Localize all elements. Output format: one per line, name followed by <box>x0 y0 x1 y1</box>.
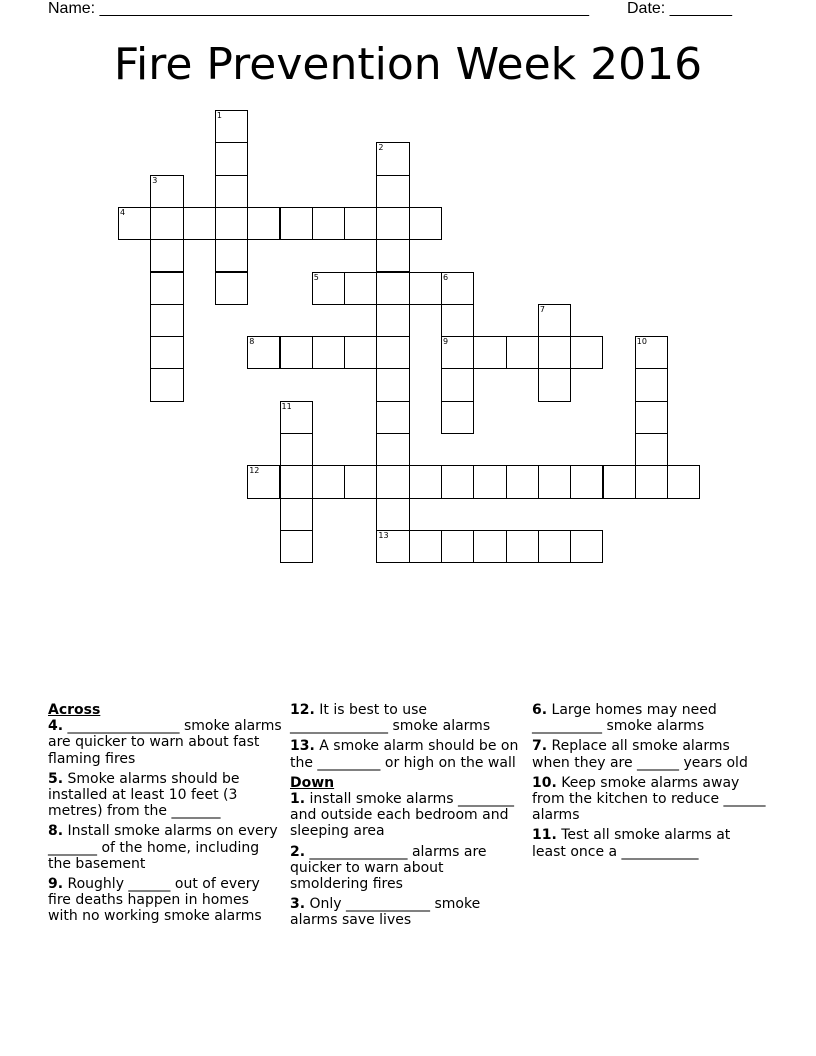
grid-cell[interactable] <box>538 336 571 369</box>
page-title: Fire Prevention Week 2016 <box>113 39 703 90</box>
grid-cell[interactable] <box>215 272 248 305</box>
clue-number: 4 <box>120 207 126 217</box>
grid-cell[interactable] <box>473 336 506 369</box>
grid-cell[interactable] <box>376 142 409 175</box>
clue-number: 6 <box>443 272 449 282</box>
grid-cell[interactable] <box>280 465 313 498</box>
grid-cell[interactable] <box>441 530 474 563</box>
clue-item <box>532 827 767 859</box>
grid-cell[interactable] <box>538 530 571 563</box>
grid-cell[interactable] <box>409 207 442 240</box>
clue-number: 11 <box>281 401 292 411</box>
clue-item-number: 9. <box>48 876 64 893</box>
grid-cell[interactable] <box>603 465 636 498</box>
grid-cell[interactable] <box>409 465 442 498</box>
grid-cell[interactable] <box>183 207 216 240</box>
clue-item <box>290 791 525 840</box>
date-field-label[interactable]: Date: _______ <box>627 0 732 17</box>
grid-cell[interactable] <box>344 207 377 240</box>
grid-cell[interactable] <box>376 465 409 498</box>
grid-cell[interactable] <box>441 368 474 401</box>
grid-cell[interactable] <box>409 272 442 305</box>
grid-cell[interactable] <box>506 530 539 563</box>
grid-cell[interactable] <box>344 336 377 369</box>
clue-item-number: 13. <box>290 738 315 755</box>
grid-cell[interactable] <box>376 239 409 272</box>
grid-cell[interactable] <box>667 465 700 498</box>
grid-cell[interactable] <box>376 207 409 240</box>
grid-cell[interactable] <box>441 272 474 305</box>
clue-item-number: 10. <box>532 774 557 791</box>
grid-cell[interactable] <box>215 110 248 143</box>
clue-item-text: Test all smoke alarms at least once a ___________ <box>532 827 731 860</box>
clue-item <box>290 844 525 893</box>
grid-cell[interactable] <box>150 336 183 369</box>
grid-cell[interactable] <box>150 272 183 305</box>
clue-number: 12 <box>249 466 260 476</box>
grid-cell[interactable] <box>215 175 248 208</box>
clue-number: 13 <box>378 530 389 540</box>
grid-cell[interactable] <box>635 465 668 498</box>
grid-cell[interactable] <box>376 498 409 531</box>
grid-cell[interactable] <box>635 336 668 369</box>
clue-item <box>48 876 283 925</box>
grid-cell[interactable] <box>312 465 345 498</box>
grid-cell[interactable] <box>280 498 313 531</box>
clue-number: 5 <box>313 272 319 282</box>
clue-item-text: Install smoke alarms on every _______ of the home, including the basement <box>48 823 278 872</box>
clue-item-text: It is best to use ______________ smoke alarms <box>290 702 491 735</box>
grid-cell[interactable] <box>570 530 603 563</box>
clue-item <box>290 702 525 734</box>
grid-cell[interactable] <box>506 336 539 369</box>
grid-cell[interactable] <box>409 530 442 563</box>
clue-column-3 <box>532 702 767 864</box>
clue-number: 10 <box>636 337 647 347</box>
clue-item-text: Replace all smoke alarms when they are ______ years old <box>532 738 748 771</box>
across-heading: Across <box>48 702 101 718</box>
grid-cell[interactable] <box>344 272 377 305</box>
clue-column-1 <box>48 702 283 929</box>
clue-item <box>290 896 525 928</box>
grid-cell[interactable] <box>150 239 183 272</box>
clue-item-text: Roughly ______ out of every fire deaths happen in homes with no working smoke alarms <box>48 876 262 925</box>
grid-cell[interactable] <box>247 336 280 369</box>
clue-item-number: 5. <box>48 770 64 787</box>
grid-cell[interactable] <box>376 368 409 401</box>
clue-item-text: install smoke alarms ________ and outside each bedroom and sleeping area <box>290 791 514 840</box>
clue-number: 8 <box>249 337 255 347</box>
clue-item-text: Large homes may need __________ smoke alarms <box>532 702 717 735</box>
grid-cell[interactable] <box>376 336 409 369</box>
clue-item-text: Keep smoke alarms away from the kitchen to reduce ______ alarms <box>532 774 766 824</box>
grid-cell[interactable] <box>215 142 248 175</box>
clue-number: 7 <box>539 304 545 314</box>
down-heading: Down <box>290 774 335 791</box>
clue-column-2 <box>290 702 525 933</box>
clue-item-text: Only ____________ smoke alarms save lives <box>290 896 481 929</box>
grid-cell[interactable] <box>538 465 571 498</box>
grid-cell[interactable] <box>376 530 409 563</box>
grid-cell[interactable] <box>376 401 409 434</box>
grid-cell[interactable] <box>280 401 313 434</box>
grid-cell[interactable] <box>473 530 506 563</box>
grid-cell[interactable] <box>280 530 313 563</box>
grid-cell[interactable] <box>635 401 668 434</box>
clue-item-number: 6. <box>532 702 548 718</box>
grid-cell[interactable] <box>441 336 474 369</box>
clue-item-text: ________________ smoke alarms are quicker to warn about fast flaming fires <box>48 718 282 767</box>
clue-item-number: 1. <box>290 791 306 808</box>
grid-cell[interactable] <box>538 304 571 337</box>
grid-cell[interactable] <box>441 465 474 498</box>
grid-cell[interactable] <box>312 272 345 305</box>
grid-cell[interactable] <box>376 175 409 208</box>
clue-item-text: A smoke alarm should be on the _________ or high on the wall <box>290 738 519 771</box>
clue-number: 2 <box>378 143 384 153</box>
grid-cell[interactable] <box>280 336 313 369</box>
clue-item-text: ______________ alarms are quicker to warn about smoldering fires <box>290 843 487 893</box>
grid-cell[interactable] <box>376 304 409 337</box>
grid-cell[interactable] <box>150 368 183 401</box>
clue-item-number: 8. <box>48 823 64 840</box>
clue-item <box>48 771 283 820</box>
grid-cell[interactable] <box>635 368 668 401</box>
clue-number: 9 <box>443 337 449 347</box>
clue-item <box>532 775 767 824</box>
clue-item-number: 7. <box>532 738 548 755</box>
grid-cell[interactable] <box>150 175 183 208</box>
grid-cell[interactable] <box>376 433 409 466</box>
clue-number: 3 <box>152 175 158 185</box>
grid-cell[interactable] <box>570 465 603 498</box>
grid-cell[interactable] <box>150 207 183 240</box>
grid-cell[interactable] <box>312 336 345 369</box>
clue-item-text: Smoke alarms should be installed at least 10 feet (3 metres) from the _______ <box>48 770 240 820</box>
grid-cell[interactable] <box>538 368 571 401</box>
name-field-label[interactable]: Name: _______________________________________________________ <box>48 0 589 17</box>
grid-cell[interactable] <box>441 401 474 434</box>
clue-item-number: 11. <box>532 827 557 844</box>
grid-cell[interactable] <box>506 465 539 498</box>
clue-item-number: 12. <box>290 702 315 718</box>
clue-item-number: 2. <box>290 843 306 860</box>
clue-item-number: 3. <box>290 896 306 913</box>
clue-item <box>48 823 283 872</box>
grid-cell[interactable] <box>473 465 506 498</box>
grid-cell[interactable] <box>280 433 313 466</box>
clue-item <box>290 738 525 770</box>
grid-cell[interactable] <box>215 207 248 240</box>
grid-cell[interactable] <box>312 207 345 240</box>
grid-cell[interactable] <box>215 239 248 272</box>
clue-item <box>532 738 767 770</box>
grid-cell[interactable] <box>118 207 151 240</box>
clue-item <box>532 702 767 734</box>
grid-cell[interactable] <box>344 465 377 498</box>
clue-number: 1 <box>216 111 222 120</box>
grid-cell[interactable] <box>570 336 603 369</box>
grid-cell[interactable] <box>247 465 280 498</box>
grid-cell[interactable] <box>635 433 668 466</box>
grid-cell[interactable] <box>441 304 474 337</box>
grid-cell[interactable] <box>150 304 183 337</box>
grid-cell[interactable] <box>247 207 280 240</box>
clue-item-number: 4. <box>48 718 64 735</box>
grid-cell[interactable] <box>376 272 409 305</box>
grid-cell[interactable] <box>280 207 313 240</box>
clue-item <box>48 718 283 767</box>
